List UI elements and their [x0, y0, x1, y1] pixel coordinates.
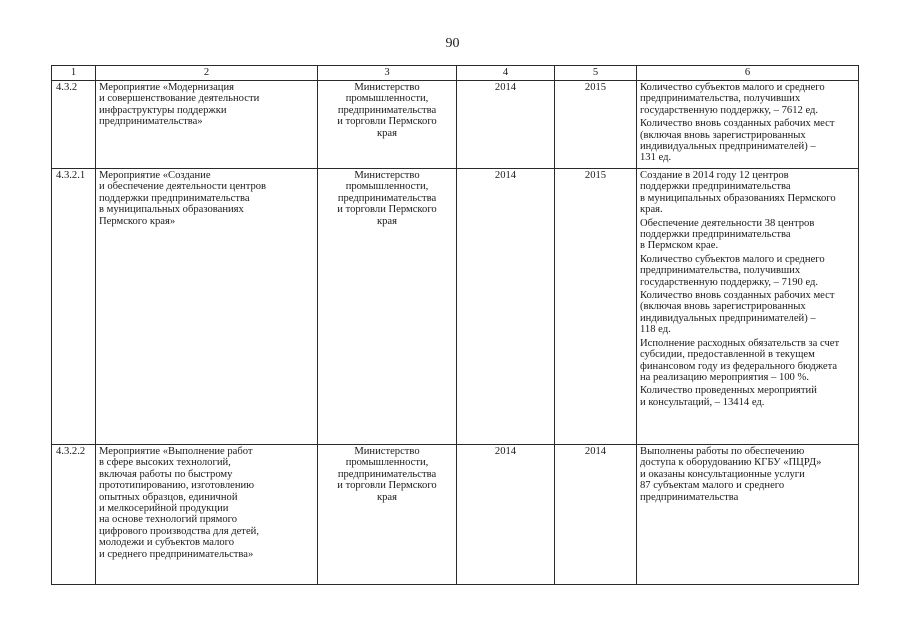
table-row	[52, 169, 859, 445]
result-item: Количество вновь созданных рабочих мест (включая вновь зарегистрированных индивидуальных предпринимателей) – 131 ед.	[640, 118, 835, 164]
activity-text: Мероприятие «Модернизация и совершенствование деятельности инфраструктуры поддержки предпринимательства»	[99, 82, 260, 128]
result-item: Исполнение расходных обязательств за счет субсидии, предоставленной в текущем финансовом году из федерального бюджета на реализацию мероприятия – 100 %.	[640, 337, 840, 383]
activities-table	[51, 65, 859, 585]
start-year: 2014	[457, 169, 555, 445]
activity-text: Мероприятие «Создание и обеспечение деятельности центров поддержки предпринимательства в муниципальных образованиях Пермского края»	[99, 170, 267, 227]
column-header: 3	[318, 66, 457, 81]
executor-cell	[318, 81, 457, 169]
table-header-row	[52, 66, 859, 81]
column-header: 2	[96, 66, 318, 81]
item-code: 4.3.2.1	[52, 169, 96, 445]
executor-text: Министерство промышленности, предпринимательства и торговли Пермского края	[337, 82, 437, 139]
result-item: Выполнены работы по обеспечению доступа к оборудованию КГБУ «ПЦРД» и оказаны консультационные услуги 87 субъектам малого и среднего предпринимательства	[640, 446, 822, 503]
activity-cell	[96, 81, 318, 169]
result-item: Обеспечение деятельности 38 центров поддержки предпринимательства в Пермском крае.	[640, 217, 815, 252]
activity-cell	[96, 169, 318, 445]
start-year: 2014	[457, 81, 555, 169]
result-item: Количество проведенных мероприятий и консультаций, – 13414 ед.	[640, 385, 817, 408]
executor-text: Министерство промышленности, предпринимательства и торговли Пермского края	[337, 170, 437, 227]
result-item: Количество субъектов малого и среднего предпринимательства, получивших государственную поддержку, – 7190 ед.	[640, 253, 825, 288]
table-row	[52, 81, 859, 169]
executor-text: Министерство промышленности, предпринимательства и торговли Пермского края	[337, 446, 437, 503]
results-cell	[637, 169, 859, 445]
results-cell	[637, 445, 859, 585]
result-item: Количество вновь созданных рабочих мест (включая вновь зарегистрированных индивидуальных предпринимателей) – 118 ед.	[640, 290, 835, 336]
activity-text: Мероприятие «Выполнение работ в сфере высоких технологий, включая работы по быстрому прототипированию, изготовлению опытных образцов, единичной и мелкосерийной продукции на основе технологий прямого цифрового производства для детей, молодежи и субъектов малого и среднего предпринимательства»	[99, 446, 259, 560]
item-code: 4.3.2	[52, 81, 96, 169]
executor-cell	[318, 445, 457, 585]
column-header: 1	[52, 66, 96, 81]
end-year: 2015	[555, 169, 637, 445]
executor-cell	[318, 169, 457, 445]
column-header: 5	[555, 66, 637, 81]
start-year: 2014	[457, 445, 555, 585]
activity-cell	[96, 445, 318, 585]
column-header: 6	[637, 66, 859, 81]
column-header: 4	[457, 66, 555, 81]
results-cell	[637, 81, 859, 169]
page-number: 90	[445, 36, 460, 51]
end-year: 2014	[555, 445, 637, 585]
item-code: 4.3.2.2	[52, 445, 96, 585]
result-item: Количество субъектов малого и среднего предпринимательства, получивших государственную поддержку, – 7612 ед.	[640, 82, 825, 116]
end-year: 2015	[555, 81, 637, 169]
result-item: Создание в 2014 году 12 центров поддержки предпринимательства в муниципальных образованиях Пермского края.	[640, 170, 836, 216]
table-row	[52, 445, 859, 585]
